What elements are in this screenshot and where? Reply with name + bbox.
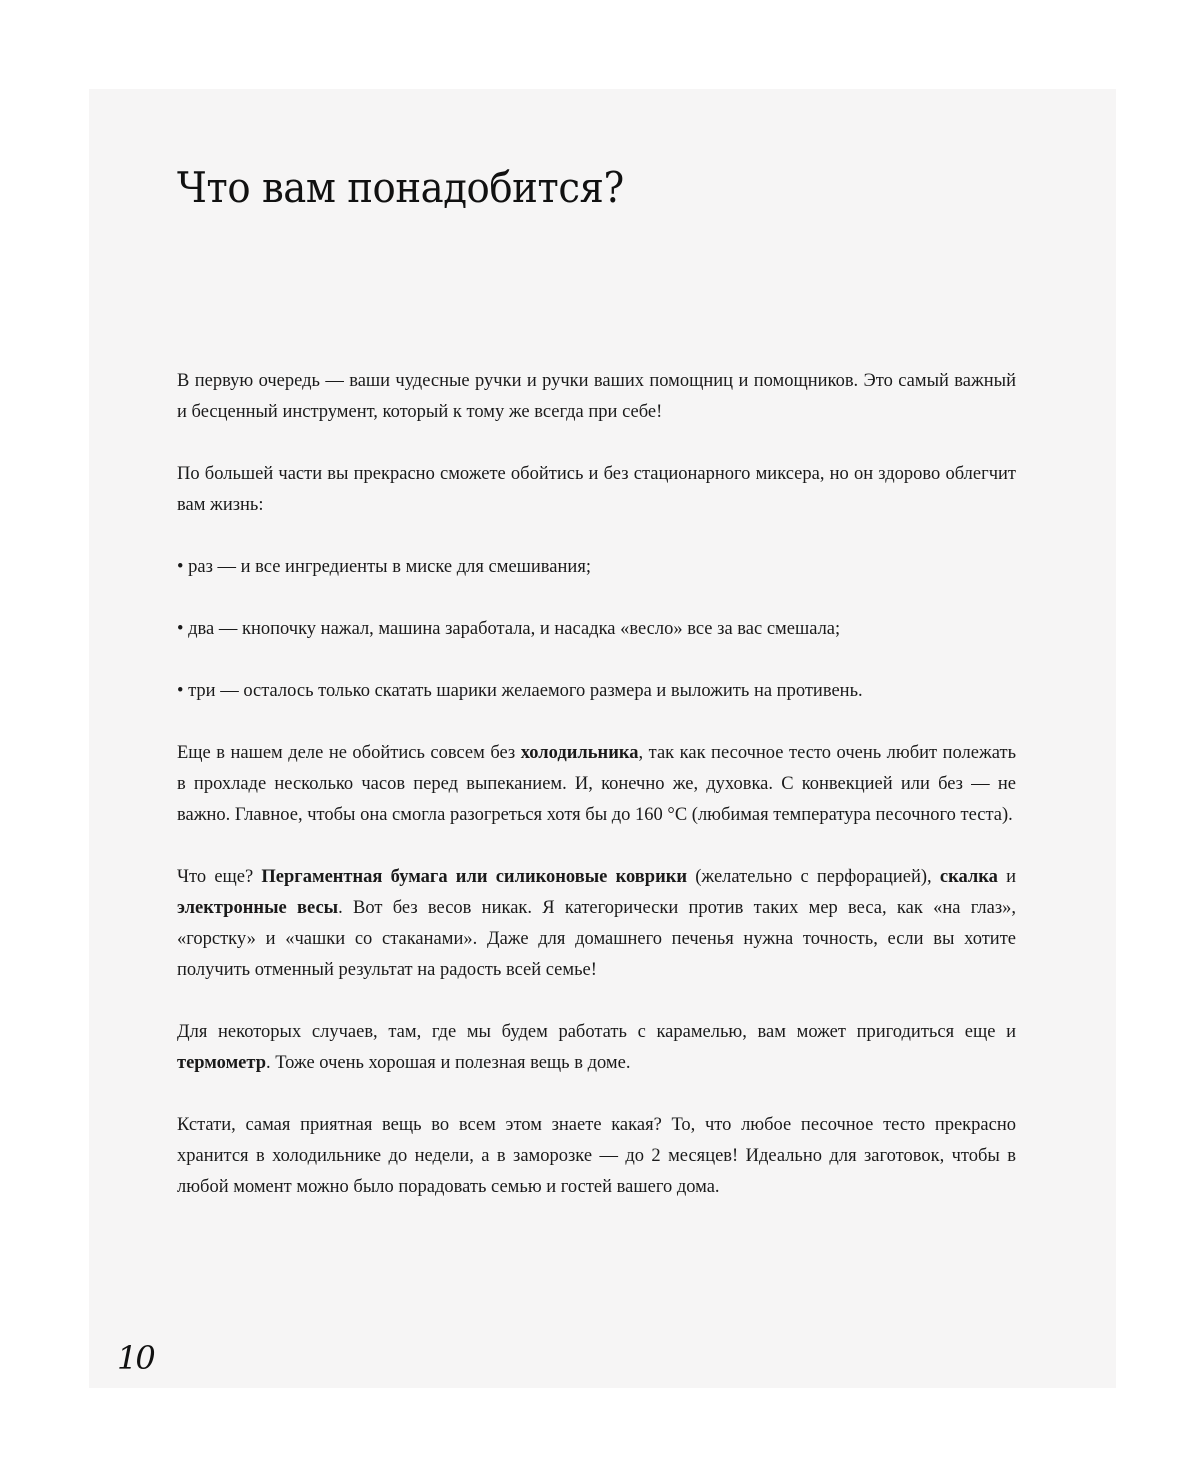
paragraph-storage: Кстати, самая приятная вещь во всем этом знаете какая? То, что любое песочное тесто прекрасно хранится в холодильнике до недели, а в заморозке — до 2 месяцев! Идеально для заготовок, чтобы в любой момент можно было порадовать семью и гостей вашего дома. xyxy=(177,1115,1016,1197)
bold-parchment: Пергаментная бумага или силиконовые коврики xyxy=(261,867,688,887)
list-item-two: • два — кнопочку нажал, машина заработала, и насадка «весло» все за вас смешала; xyxy=(177,619,841,639)
body-text xyxy=(177,366,1016,1203)
text-run: , так как песочное тесто очень любит полежать в прохладе несколько часов перед выпеканием. И, конечно же, духовка. С конвекцией или без — не важно. Главное, чтобы она смогла разогреться хотя бы до 160 °C (любимая температура песочного теста). xyxy=(177,743,1017,825)
text-run: и xyxy=(997,867,1016,887)
bold-scales: электронные весы xyxy=(177,898,339,918)
bold-rolling-pin: скалка xyxy=(939,867,998,887)
text-run: . Тоже очень хорошая и полезная вещь в доме. xyxy=(265,1053,631,1073)
list-item-three: • три — осталось только скатать шарики желаемого размера и выложить на противень. xyxy=(177,681,863,701)
page-title: Что вам понадобится? xyxy=(177,163,624,212)
paragraph-intro: В первую очередь — ваши чудесные ручки и ручки ваших помощниц и помощников. Это самый важный и бесценный инструмент, который к тому же всегда при себе! xyxy=(177,371,1016,422)
page-number: 10 xyxy=(117,1339,154,1377)
text-run: Что еще? xyxy=(177,867,262,887)
paragraph-tools xyxy=(177,862,1016,986)
text-run: . Вот без весов никак. Я категорически против таких мер веса, как «на глаз», «горстку» и «чашки со стаканами». Даже для домашнего печенья нужна точность, если вы хотите получить отменный результат на радость всей семье! xyxy=(177,898,1017,980)
text-run: Для некоторых случаев, там, где мы будем работать с карамелью, вам может пригодиться еще и xyxy=(177,1022,1016,1042)
paragraph-fridge xyxy=(177,738,1016,831)
text-run: Еще в нашем деле не обойтись совсем без xyxy=(177,743,521,763)
bold-fridge: холодильника xyxy=(520,743,639,763)
paragraph-mixer: По большей части вы прекрасно сможете обойтись и без стационарного миксера, но он здорово облегчит вам жизнь: xyxy=(177,464,1016,515)
bold-thermometer: термометр xyxy=(177,1053,266,1073)
paragraph-thermometer xyxy=(177,1017,1016,1079)
list-item-one: • раз — и все ингредиенты в миске для смешивания; xyxy=(177,557,591,577)
text-run: (желательно с перфорацией), xyxy=(687,867,940,887)
